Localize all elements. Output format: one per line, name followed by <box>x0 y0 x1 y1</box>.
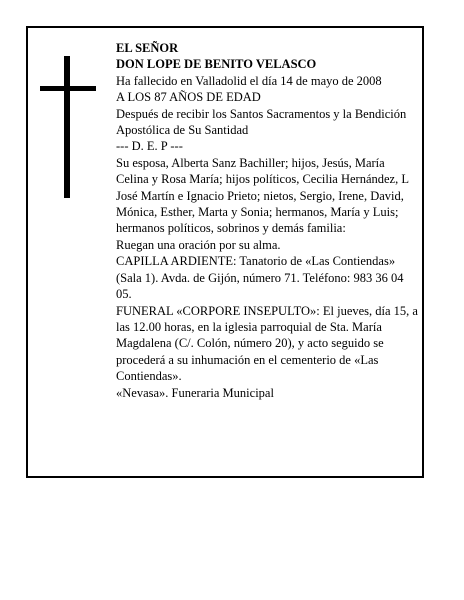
title-line-1: EL SEÑOR <box>116 41 179 55</box>
death-info: Ha fallecido en Valladolid el día 14 de mayo de 2008 <box>116 73 382 88</box>
chapel-info: CAPILLA ARDIENTE: Tanatorio de «Las Contiendas» (Sala 1). Avda. de Gijón, número 71. Teléfono: 983 36 04 05. <box>116 254 404 302</box>
obituary-notice <box>26 26 424 478</box>
dep-line: --- D. E. P --- <box>116 139 183 154</box>
funeral-home: «Nevasa». Funeraria Municipal <box>116 385 274 400</box>
cross-icon <box>40 56 96 198</box>
age-line: A LOS 87 AÑOS DE EDAD <box>116 90 261 105</box>
cross-vertical-bar <box>64 56 70 198</box>
sacraments-line: Después de recibir los Santos Sacramentos y la Bendición Apostólica de Su Santidad <box>116 106 407 138</box>
notice-text <box>116 40 418 401</box>
family-paragraph: Su esposa, Alberta Sanz Bachiller; hijos, Jesús, María Celina y Rosa María; hijos políticos, Cecilia Hernández, L José Martín e Ignacio Prieto; nietos, Sergio, Irene, David, Mónica, Esther, Marta y Sonia; hermanos, María y Luis; hermanos políticos, sobrinos y demás familia: <box>116 155 409 236</box>
prayer-line: Ruegan una oración por su alma. <box>116 237 281 252</box>
funeral-info: FUNERAL «CORPORE INSEPULTO»: El jueves, día 15, a las 12.00 horas, en la iglesia parroquial de Sta. María Magdalena (C/. Colón, número 20), y acto seguido se procederá a su inhumación en el cementerio de «Las Contiendas». <box>116 303 418 384</box>
cross-horizontal-bar <box>40 86 96 91</box>
deceased-name: DON LOPE DE BENITO VELASCO <box>116 57 317 72</box>
